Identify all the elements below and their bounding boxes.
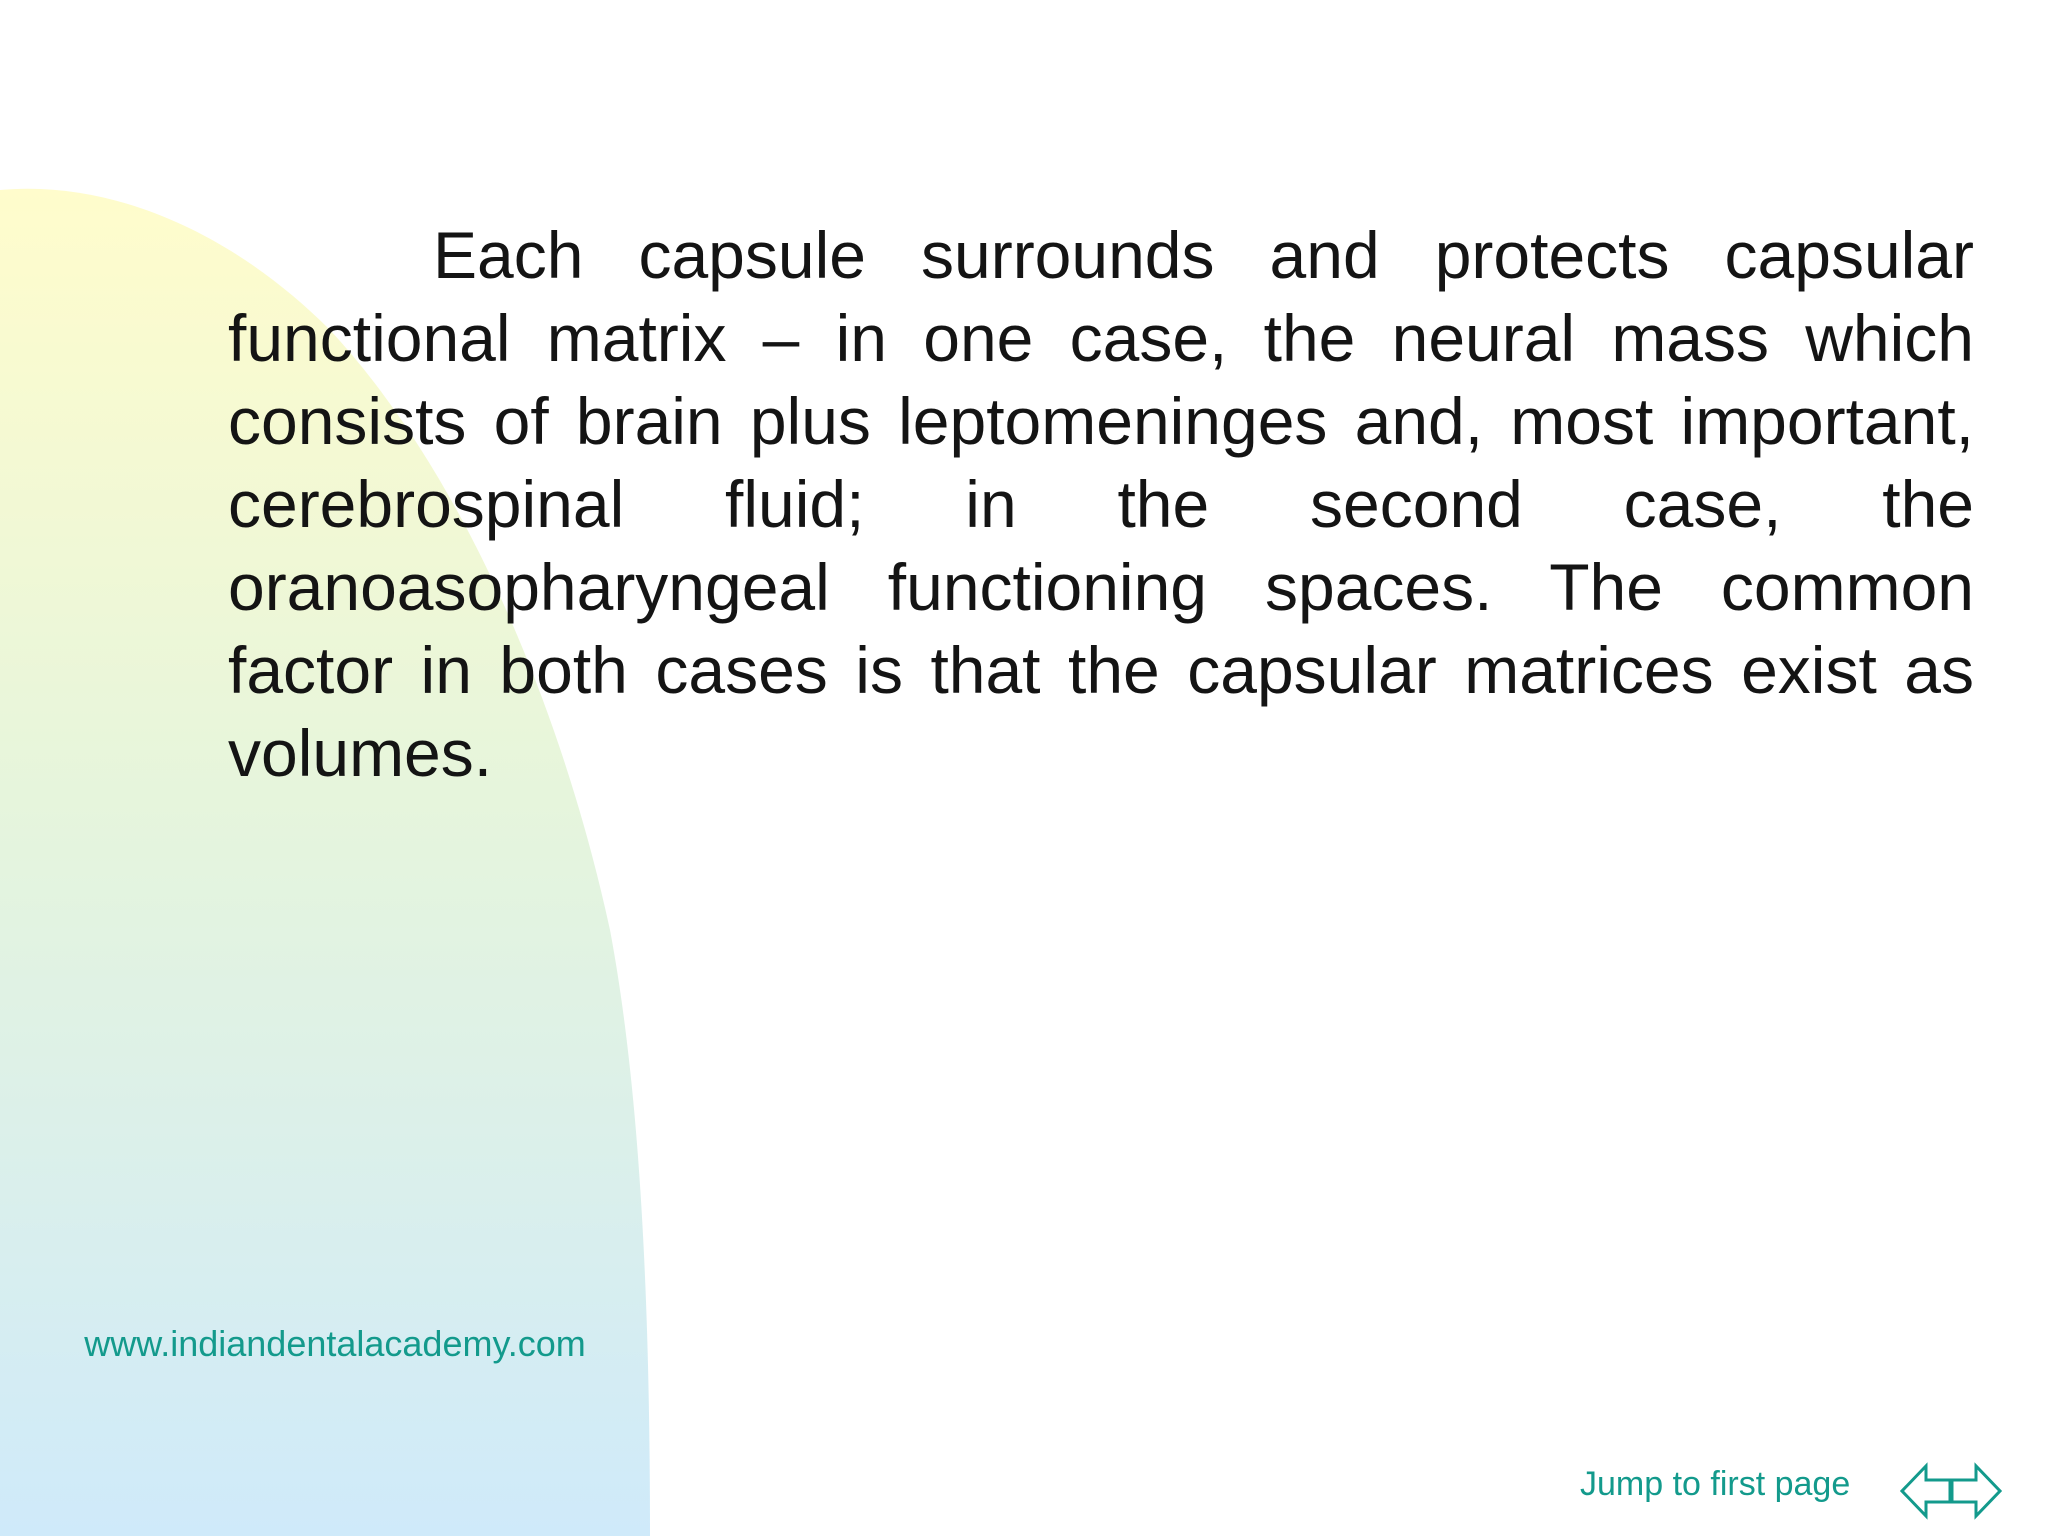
website-footer-text: www.indiandentalacademy.com <box>84 1323 586 1364</box>
arrow-left-outline-icon[interactable] <box>1900 1462 1952 1520</box>
slide-body-paragraph: Each capsule surrounds and protects capsular functional matrix – in one case, the neural mass which consists of brain plus leptomeninges and, most important, cerebrospinal fluid; in the second case, the oranoasopharyngeal functioning spaces. The common factor in both cases is that the capsular matrices exist as volumes. <box>228 218 1974 790</box>
jump-to-first-page-link[interactable]: Jump to first page <box>1580 1465 1851 1503</box>
arrow-right-outline-icon[interactable] <box>1950 1462 2002 1520</box>
